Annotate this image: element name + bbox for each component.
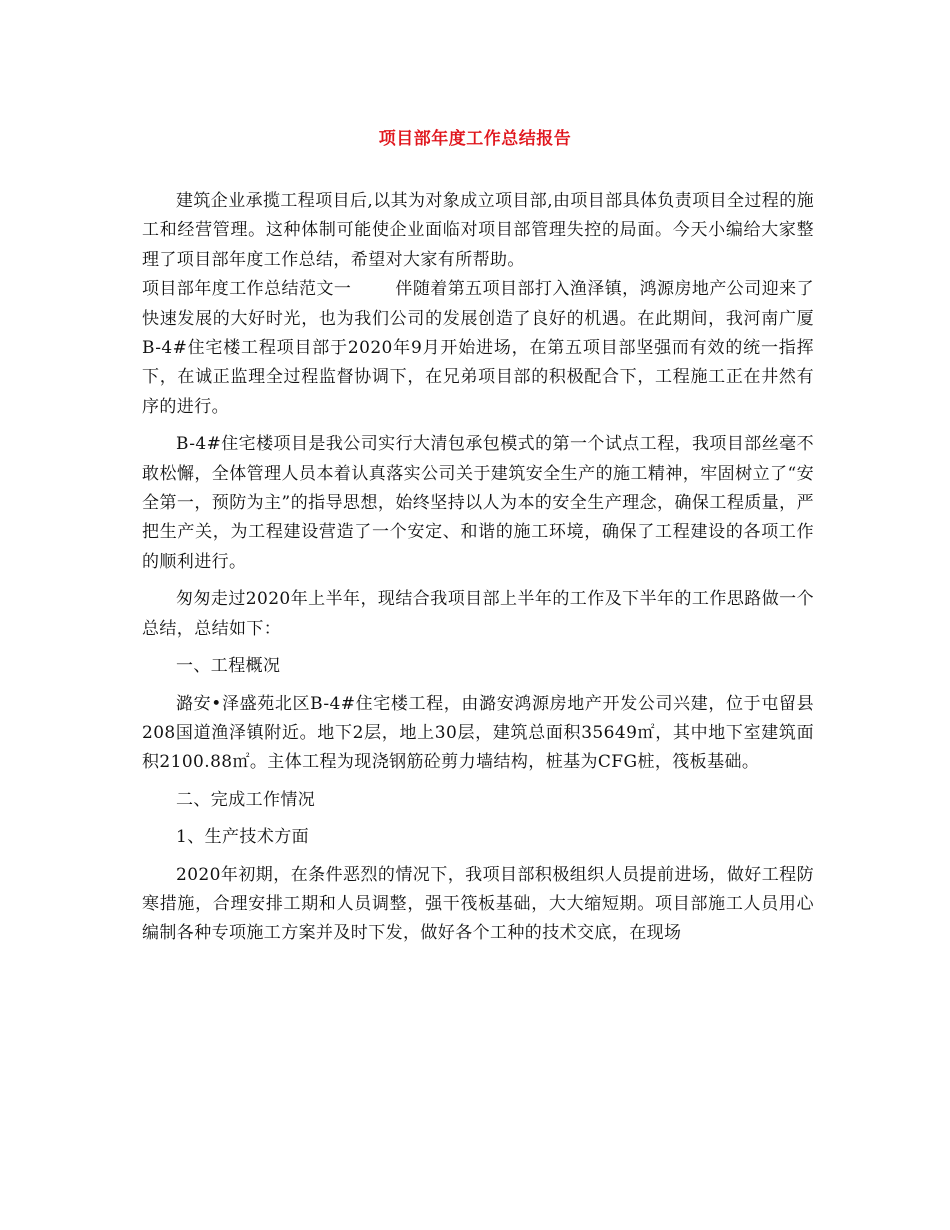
sample-paragraph [142,275,814,422]
section-heading-completed-work: 二、完成工作情况 [176,789,316,810]
paragraph-4: 潞安•泽盛苑北区B-4#住宅楼工程，由潞安鸿源房地产开发公司兴建，位于屯留县208国道渔泽镇附近。地下2层，地上30层，建筑总面积35649㎡，其中地下室建筑面积2100.88㎡。主体工程为现浇钢筋砼剪力墙结构，桩基为CFG桩，筏板基础。 [142,693,814,773]
section-heading-overview: 一、工程概况 [176,656,281,677]
subsection-heading-production-tech: 1、生产技术方面 [176,827,310,848]
paragraph-2: B-4#住宅楼项目是我公司实行大清包承包模式的第一个试点工程，我项目部丝毫不敢松懈，全体管理人员本着认真落实公司关于建筑安全生产的施工精神，牢固树立了“安全第一，预防为主”的指导思想，始终坚持以人为本的安全生产理念，确保工程质量，严把生产关，为工程建设营造了一个安定、和谐的施工环境，确保了工程建设的各项工作的顺利进行。 [142,434,814,572]
paragraph-5: 2020年初期，在条件恶烈的情况下，我项目部积极组织人员提前进场，做好工程防寒措施，合理安排工期和人员调整，强干筏板基础，大大缩短期。项目部施工人员用心编制各种专项施工方案并及时下发，做好各个工种的技术交底，在现场 [142,864,814,944]
document-title: 项目部年度工作总结报告 [378,129,572,149]
intro-paragraph: 建筑企业承揽工程项目后,以其为对象成立项目部,由项目部具体负责项目全过程的施工和经营管理。这种体制可能使企业面临对项目部管理失控的局面。今天小编给大家整理了项目部年度工作总结，希望对大家有所帮助。 [142,191,815,270]
paragraph-3: 匆匆走过2020年上半年，现结合我项目部上半年的工作及下半年的工作思路做一个总结，总结如下： [142,589,814,639]
sample-label: 项目部年度工作总结范文一 [142,279,352,300]
document-body [142,187,814,949]
sample-text: 伴随着第五项目部打入渔泽镇，鸿源房地产公司迎来了快速发展的大好时光，也为我们公司的发展创造了良好的机遇。在此期间，我河南广厦B-4#住宅楼工程项目部于2020年9月开始进场，在第五项目部坚强而有效的统一指挥下，在诚正监理全过程监督协调下，在兄弟项目部的积极配合下，工程施工正在井然有序的进行。 [142,279,814,417]
